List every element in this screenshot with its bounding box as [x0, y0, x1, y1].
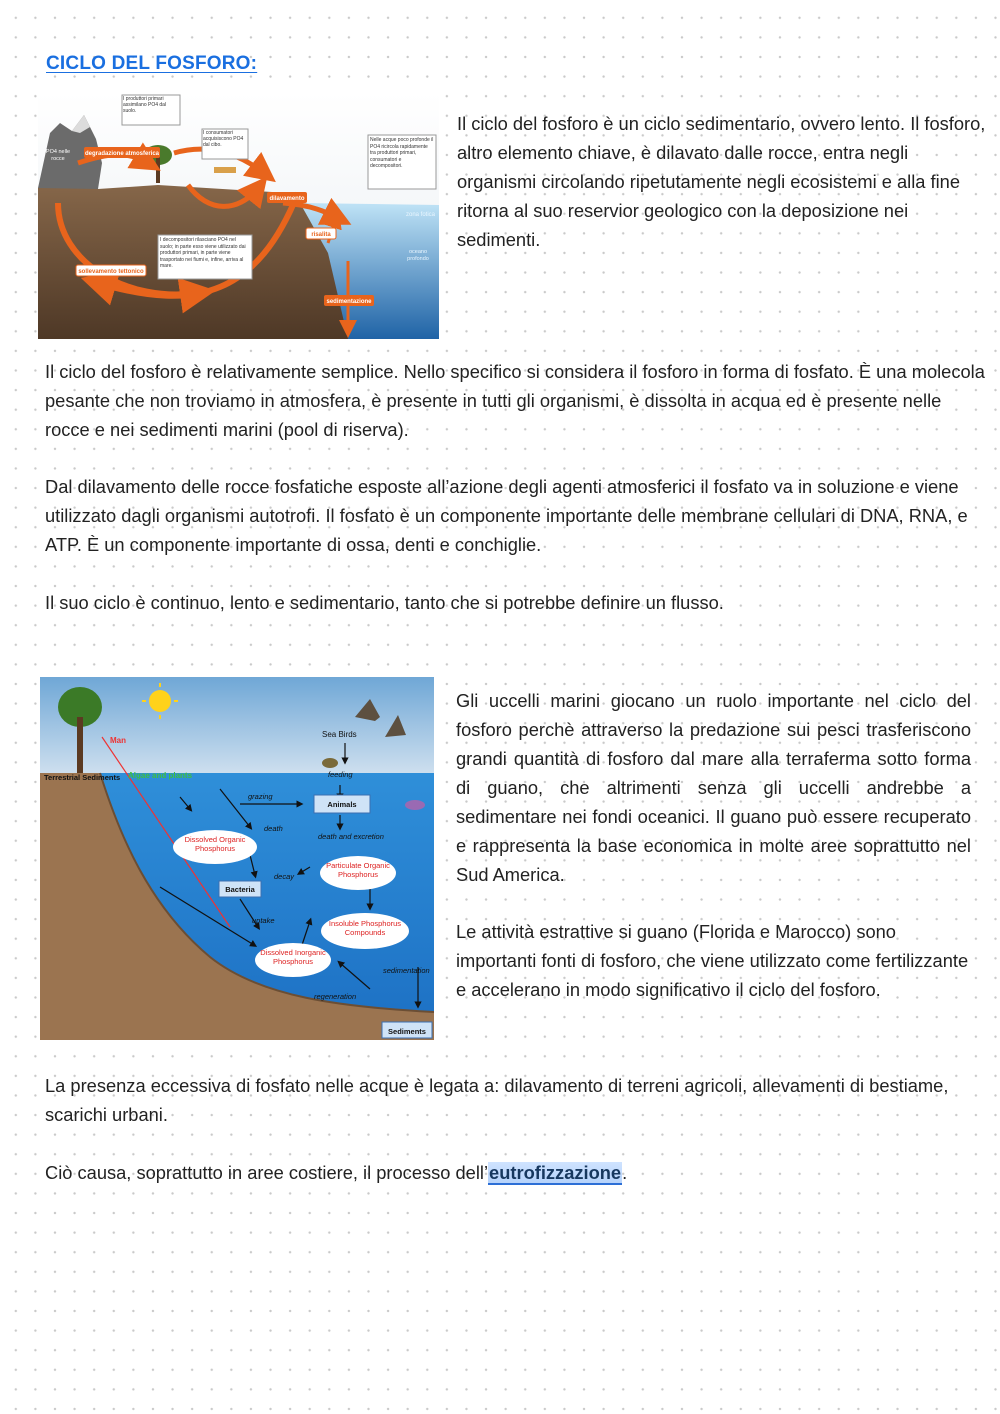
fig2-man-label: Man — [110, 736, 126, 745]
fig2-sediments-label: Sediments — [388, 1027, 426, 1036]
fig2-grazing-label: grazing — [248, 792, 273, 801]
page-title: CICLO DEL FOSFORO: — [46, 53, 258, 74]
fig1-sedimentation-label: sedimentazione — [326, 299, 372, 305]
fig2-sea-birds-label: Sea Birds — [322, 730, 357, 739]
excess-phosphate-paragraph: La presenza eccessiva di fosfato nelle acque è legata a: dilavamento di terreni agricoli, allevamenti di bestiame, scarichi urbani. — [45, 1075, 949, 1125]
fig2-decay-label: decay — [274, 872, 295, 881]
fig2-particulate-label: Particulate Organic Phosphorus — [326, 861, 390, 879]
body-paragraph-2: Dal dilavamento delle rocce fosfatiche esposte all’azione degli agenti atmosferici il fosfato va in soluzione e viene utilizzato dagli organismi autotrofi. Il fosfato è un componente importante delle membrane cellulari di DNA, RNA, e ATP. È un componente importante di ossa, denti e conchiglie. — [45, 476, 968, 555]
fig1-leaching-label: dilavamento — [269, 196, 305, 202]
fig2-regeneration-label: regeneration — [314, 992, 357, 1001]
fig2-bacteria-label: Bacteria — [225, 885, 255, 894]
fig2-insoluble-label: Insoluble Phosphorus Compounds — [328, 919, 402, 937]
eutrophication-highlight[interactable]: eutrofizzazione — [489, 1162, 622, 1183]
fig2-uptake-label: uptake — [252, 916, 275, 925]
fig1-rocks-label: PO4 nelle rocce — [45, 149, 71, 162]
fig2-terrestrial-label: Terrestrial Sediments — [44, 773, 121, 782]
body-paragraph-1: Il ciclo del fosforo è relativamente semplice. Nello specifico si considera il fosforo in forma di fosfato. È una molecola pesante che non troviamo in atmosfera, è presente in tutti gli organismi, è dissolta in acqua ed è presente nelle rocce e nei sedimenti marini (pool di riserva). — [45, 361, 985, 440]
fig1-weathering-label: degradazione atmosferica — [84, 151, 160, 157]
fig2-death-excretion-label: death and excretion — [318, 832, 384, 841]
fig2-animals-label: Animals — [327, 800, 357, 809]
marine-phosphorus-figure — [40, 677, 434, 1040]
final-paragraph — [45, 1158, 990, 1187]
fig1-uplift-label: sollevamento tettonico — [78, 269, 144, 275]
fig1-photic-zone-label: zona fotica — [406, 212, 436, 218]
fig1-producers-label: I produttori primari assimilano PO4 dal suolo. — [123, 96, 167, 114]
fig2-algae-label: Algae and plants — [128, 771, 193, 780]
fig2-dissolved-inorganic-label: Dissolved Inorganic Phosphorus — [260, 948, 326, 966]
final-text-after: . — [622, 1162, 628, 1183]
mining-paragraph: Le attività estrattive si guano (Florida e Marocco) sono importanti fonti di fosforo, che viene utilizzato come fertilizzante e accelerano in modo significativo il ciclo del fosforo. — [456, 921, 969, 1000]
fig2-sedimentation-label: sedimentation — [383, 966, 430, 975]
fig1-upwelling-label: risalita — [311, 232, 331, 238]
final-text-before: Ciò causa, soprattutto in aree costiere, il processo dell’ — [45, 1162, 489, 1183]
fig2-dissolved-organic-label: Dissolved Organic Phosphorus — [184, 835, 246, 853]
seabirds-paragraph: Gli uccelli marini giocano un ruolo importante nel ciclo del fosforo perchè attraverso la predazione sui pesci trasferiscono grandi quantità di fosforo dal mare alla terraferma sotto forma di guano, che altrimenti senza gli uccelli andrebbe a sedimentare nei fondi oceanici. Il guano può essere recuperato e rappresenta la base economica in molte aree soprattutto nel Sud America. — [456, 690, 971, 885]
fig2-feeding-label: feeding — [328, 770, 353, 779]
fig1-deep-ocean-label: oceano profondo — [407, 249, 429, 262]
fig1-consumers-label: I consumatori acquisiscono PO4 dal cibo. — [203, 130, 244, 148]
body-paragraph-3: Il suo ciclo è continuo, lento e sedimentario, tanto che si potrebbe definire un flusso. — [45, 592, 724, 613]
intro-paragraph: Il ciclo del fosforo è un ciclo sedimentario, ovvero lento. Il fosforo, altro elemento chiave, è dilavato dalle rocce, entra negli organismi circolando ripetutamente negli ecosistemi e alla fine ritorna al suo reservior geologico con la deposizione nei sedimenti. — [457, 113, 986, 250]
fig1-shallow-label: Nelle acque poco profonde il PO4 ricircola rapidamente tra produttori primari, consumatori e decompositori. — [370, 137, 434, 169]
fig1-decomposers-label: I decompositori rilasciano PO4 nel suolo; in parte esso viene utilizzato dai produttori primari, in parte viene trasportato nei fiumi e, infine, arriva al mare. — [160, 237, 246, 269]
fig2-death-label: death — [264, 824, 283, 833]
phosphorus-cycle-figure — [38, 93, 439, 339]
